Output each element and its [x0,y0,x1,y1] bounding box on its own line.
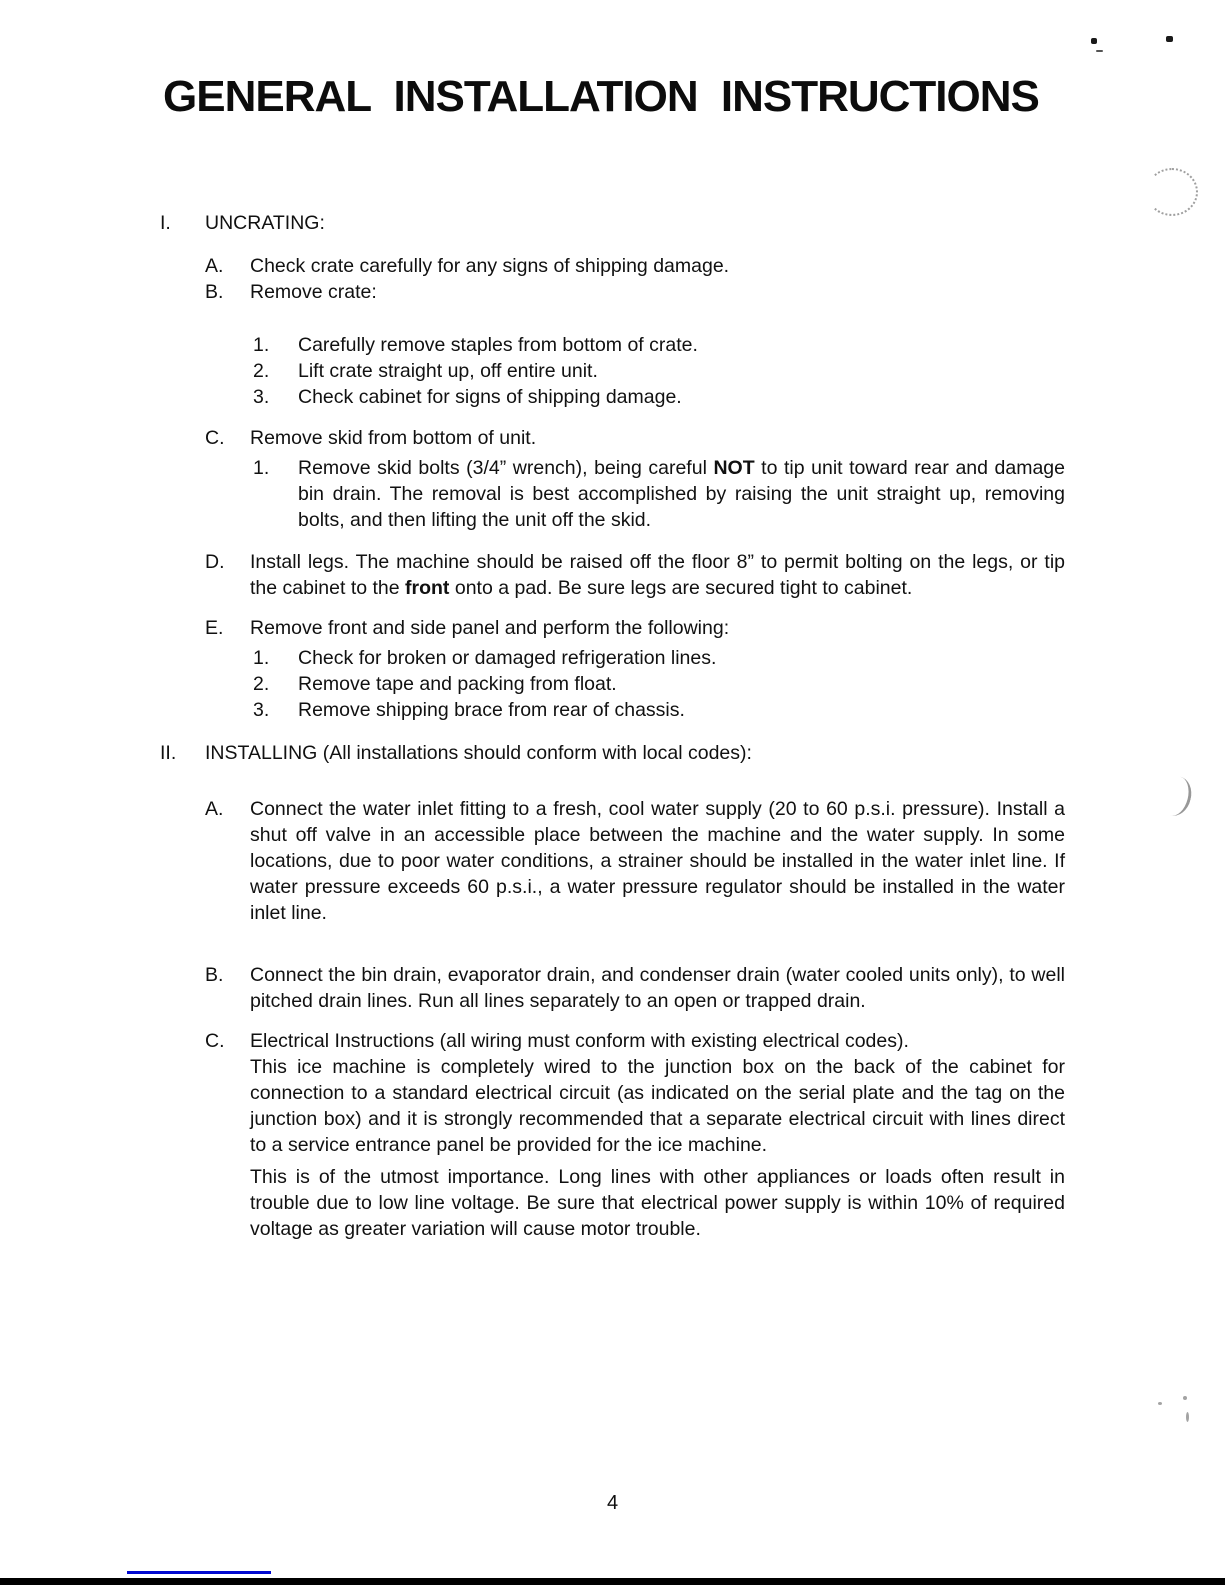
scan-artifact-squiggle [1156,773,1196,819]
text-segment: to tip unit toward rear and damage bin drain. The removal is best accomplished by raising the unit straight up, removing bolts, and then lifting the unit off the skid. [298,457,1065,531]
page-content [160,0,1065,1242]
item-number: 3. [253,699,270,721]
item-text: Remove tape and packing from float. [298,673,617,695]
item-label: B. [205,281,224,303]
list-item-b3 [253,384,1065,410]
section-heading-uncrating [160,210,1065,236]
list-item-e3 [253,697,1065,723]
scan-artifact-dot [1096,50,1103,52]
item-text: Connect the bin drain, evaporator drain, and condenser drain (water cooled units only), to well pitched drain lines. Run all lines separately to an open or trapped drain. [250,964,1065,1012]
list-item-e1 [253,645,1065,671]
scan-artifact-speck [1186,1412,1189,1422]
scan-artifact-dot [1166,36,1173,42]
item-text: Check for broken or damaged refrigeration lines. [298,647,717,669]
list-item-e2 [253,671,1065,697]
item-label: E. [205,617,224,639]
electrical-paragraph-2: This is of the utmost importance. Long lines with other appliances or loads often result in trouble due to low line voltage. Be sure that electrical power supply is within 10% of required voltage as greater variation will cause motor trouble. [250,1166,1065,1240]
scan-artifact-speck [1183,1396,1187,1400]
footer-blue-line [127,1571,271,1574]
list-item-ii-a [205,796,1065,926]
item-number: 1. [253,457,270,479]
item-label: B. [205,964,224,986]
list-item-e [205,615,1065,641]
item-text: Remove crate: [250,281,377,303]
page-number: 4 [606,1492,619,1514]
section-heading-installing [160,740,1065,766]
scan-artifact-dot [1091,38,1097,44]
item-text [250,1028,1065,1242]
hole-punch-mark [1146,168,1198,216]
list-item-b2 [253,358,1065,384]
list-item-b [205,279,1065,305]
item-label: C. [205,427,225,449]
bold-word: front [405,577,450,599]
item-number: 3. [253,386,270,408]
section-number: I. [160,212,171,234]
item-text [250,549,1065,601]
bold-word: NOT [713,457,755,479]
item-text: Remove front and side panel and perform the following: [250,617,730,639]
item-text: Check cabinet for signs of shipping damage. [298,386,682,408]
item-number: 2. [253,360,270,382]
item-text: Lift crate straight up, off entire unit. [298,360,598,382]
page-bottom-edge [0,1578,1225,1585]
section-heading-text: UNCRATING: [205,212,325,234]
text-segment: Remove skid bolts (3/4” wrench), being careful [298,457,714,479]
list-item-a [205,253,1065,279]
list-item-c [205,425,1065,451]
item-text: Connect the water inlet fitting to a fresh, cool water supply (20 to 60 p.s.i. pressure). Install a shut off valve in an accessible place between the machine and the water supply. In some locations, due to poor water conditions, a strainer should be installed in the water inlet line. If water pressure exceeds 60 p.s.i., a water pressure regulator should be installed in the water inlet line. [250,798,1065,924]
page-title: GENERAL INSTALLATION INSTRUCTIONS [163,72,1039,121]
list-item-d [205,549,1065,601]
list-item-ii-c [205,1028,1065,1242]
item-text: Carefully remove staples from bottom of crate. [298,334,698,356]
section-heading-text: INSTALLING (All installations should conform with local codes): [205,742,752,764]
item-label: A. [205,255,224,277]
text-segment: Install legs. The machine should be raised off the floor 8” to permit bolting on the legs, or tip the cabinet to the [250,551,1065,599]
list-item-ii-b [205,962,1065,1014]
text-segment: onto a pad. Be sure legs are secured tight to cabinet. [449,577,913,599]
item-label: D. [205,551,225,573]
list-item-b1 [253,332,1065,358]
scan-artifact-speck [1158,1402,1162,1405]
electrical-paragraph-1: This ice machine is completely wired to the junction box on the back of the cabinet for connection to a standard electrical circuit (as indicated on the serial plate and the tag on the junction box) and it is strongly recommended that a separate electrical circuit with lines direct to a service entrance panel be provided for the ice machine. [250,1056,1065,1156]
item-text: Remove shipping brace from rear of chassis. [298,699,685,721]
item-text [298,455,1065,533]
list-item-c1 [253,455,1065,533]
item-label: A. [205,798,224,820]
item-number: 1. [253,647,270,669]
item-number: 2. [253,673,270,695]
item-label: C. [205,1030,225,1052]
section-number: II. [160,742,177,764]
item-number: 1. [253,334,270,356]
item-text: Check crate carefully for any signs of shipping damage. [250,255,730,277]
item-text: Remove skid from bottom of unit. [250,427,537,449]
electrical-heading-line: Electrical Instructions (all wiring must conform with existing electrical codes). [250,1030,909,1052]
